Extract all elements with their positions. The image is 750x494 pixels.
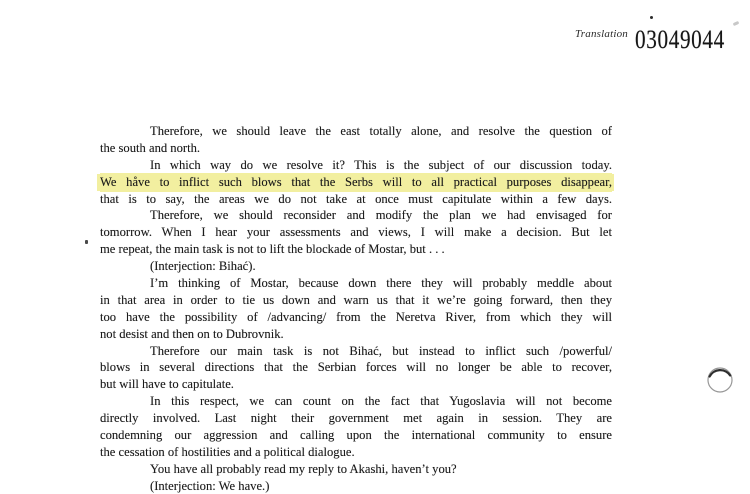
text-line — [100, 292, 612, 309]
text-line — [100, 444, 612, 461]
text-line — [100, 478, 612, 494]
text-line-content: the cessation of hostilities and a political dialogue. — [100, 444, 355, 459]
text-line-content: In this respect, we can count on the fact that Yugoslavia will not become — [150, 394, 612, 409]
ring-annotation-icon — [706, 366, 734, 394]
text-line — [100, 359, 612, 376]
margin-speck-artifact — [85, 240, 88, 244]
corner-speck-artifact — [733, 21, 740, 26]
text-line — [100, 157, 612, 174]
text-line-content: (Interjection: We have.) — [150, 478, 270, 493]
text-line-content: but will have to capitulate. — [100, 377, 234, 392]
text-line-content: Therefore our main task is not Bihać, but instead to inflict such /powerful/ — [150, 343, 612, 358]
text-line-content: Therefore, we should leave the east totally alone, and resolve the question of — [150, 124, 612, 138]
document-body — [100, 123, 612, 494]
text-line-content: in that area in order to tie us down and warn us that it we’re going forward, then they — [100, 292, 612, 307]
text-line — [100, 376, 612, 393]
text-line-content: me repeat, the main task is not to lift the blockade of Mostar, but . . . — [100, 242, 445, 257]
text-line-content: condemning our aggression and calling upon the international community to ensure — [100, 428, 612, 443]
text-line-content: blows in several directions that the Serbian forces will no longer be able to recover, — [100, 360, 612, 375]
text-line-content: tomorrow. When I hear your assessments and views, I will make a decision. But let — [100, 225, 612, 240]
text-line-content: directly involved. Last night their government met again in session. They are — [100, 411, 612, 426]
text-line-content: We håve to inflict such blows that the Serbs will to all practical purposes disappear, — [100, 174, 612, 189]
text-line — [100, 224, 612, 241]
text-line — [100, 309, 612, 326]
text-line-content: In which way do we resolve it? This is the subject of our discussion today. — [150, 157, 612, 172]
text-line — [100, 393, 612, 410]
text-line — [100, 123, 612, 140]
text-line — [100, 191, 612, 208]
translation-label: Translation — [575, 28, 628, 40]
ink-dot-artifact — [650, 16, 653, 19]
text-line-content: that is to say, the areas we do not take at once must capitulate within a few days. — [100, 191, 612, 206]
text-line — [100, 258, 612, 275]
text-line — [100, 427, 612, 444]
text-line — [100, 326, 612, 343]
text-line — [100, 343, 612, 360]
text-line-content: (Interjection: Bihać). — [150, 259, 256, 274]
text-line-content: You have all probably read my reply to Akashi, haven’t you? — [150, 461, 457, 476]
text-line — [100, 174, 612, 191]
document-number-stamp: 03049044 — [635, 26, 725, 55]
text-line-content: too have the possibility of /advancing/ from the Neretva River, from which they will — [100, 309, 612, 324]
text-line — [100, 207, 612, 224]
text-line — [100, 140, 612, 157]
text-line-content: Therefore, we should reconsider and modify the plan we had envisaged for — [150, 208, 612, 223]
text-line — [100, 241, 612, 258]
text-line — [100, 275, 612, 292]
text-line-content: the south and north. — [100, 140, 201, 155]
text-line-content: I’m thinking of Mostar, because down there they will probably meddle about — [150, 276, 612, 291]
text-line — [100, 461, 612, 478]
text-line-content: not desist and then on to Dubrovnik. — [100, 326, 284, 341]
text-line — [100, 410, 612, 427]
